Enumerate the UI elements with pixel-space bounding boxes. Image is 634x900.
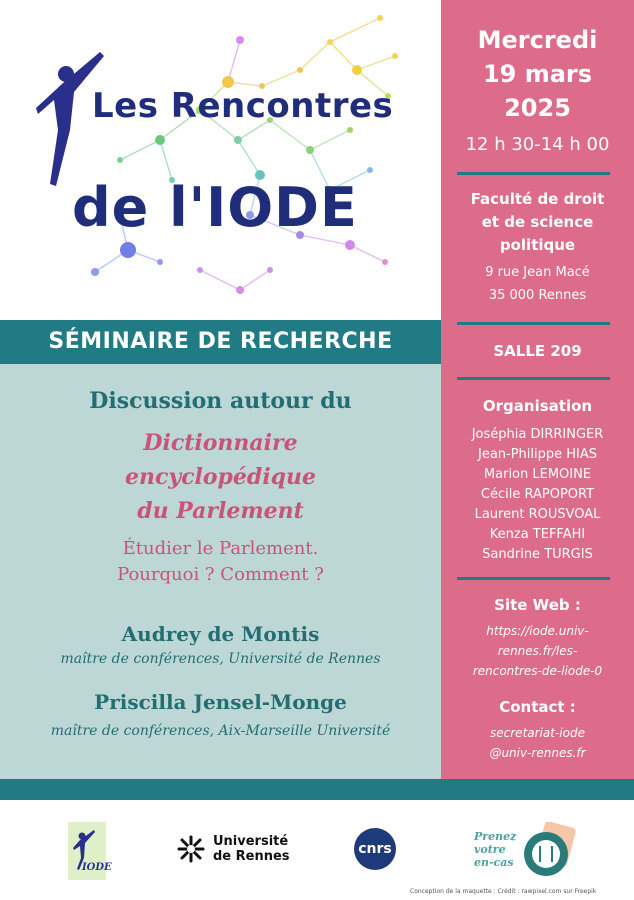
logo-title-line2: de l'IODE bbox=[72, 176, 358, 239]
organiser-name: Kenza TEFFAHI bbox=[489, 527, 586, 542]
iode-logo bbox=[68, 822, 112, 880]
event-time: 12 h 30-14 h 00 bbox=[465, 134, 610, 155]
contact-email-line1[interactable]: secretariat-iode bbox=[490, 726, 585, 740]
subtitle-line2: Pourquoi ? Comment ? bbox=[117, 564, 324, 585]
univ-rennes-line2: de Rennes bbox=[213, 849, 290, 864]
book-title-line2: encyclopédique bbox=[124, 464, 317, 490]
event-day: Mercredi bbox=[477, 26, 598, 54]
intro-text: Discussion autour du bbox=[89, 388, 352, 414]
event-info-column bbox=[441, 0, 634, 779]
organiser-name: Sandrine TURGIS bbox=[482, 547, 593, 562]
book-title-line1: Dictionnaire bbox=[143, 430, 298, 456]
repas-line1: Prenez bbox=[474, 830, 517, 843]
website-url-line3[interactable]: rencontres-de-liode-0 bbox=[472, 664, 603, 678]
separator bbox=[457, 322, 610, 325]
speaker-role: maître de conférences, Aix-Marseille Université bbox=[50, 723, 391, 739]
bottom-band bbox=[0, 779, 634, 800]
address-line1: 9 rue Jean Macé bbox=[485, 265, 590, 280]
univ-rennes-line1: Université bbox=[213, 834, 289, 849]
organiser-name: Cécile RAPOPORT bbox=[480, 487, 595, 502]
logo-title-line1: Les Rencontres bbox=[92, 86, 394, 126]
website-url-line2[interactable]: rennes.fr/les- bbox=[497, 644, 578, 658]
logo-area bbox=[0, 0, 441, 320]
book-title-line3: du Parlement bbox=[137, 498, 304, 524]
univ-rennes-icon bbox=[176, 834, 206, 864]
organiser-name: Laurent ROUSVOAL bbox=[474, 507, 601, 522]
venue-line1: Faculté de droit bbox=[470, 190, 605, 208]
repas-text bbox=[474, 830, 516, 869]
speaker-role: maître de conférences, Université de Rennes bbox=[60, 651, 381, 667]
website-heading: Site Web : bbox=[494, 596, 581, 614]
address-line2: 35 000 Rennes bbox=[488, 288, 587, 303]
subtitle-line1: Étudier le Parlement. bbox=[122, 538, 319, 559]
venue-line3: politique bbox=[499, 236, 576, 254]
repas-line2: votre bbox=[474, 843, 506, 856]
cnrs-logo: cnrs bbox=[354, 828, 396, 870]
organiser-name: Jean-Philippe HIAS bbox=[477, 447, 598, 462]
organiser-name: Joséphia DIRRINGER bbox=[471, 427, 604, 442]
venue-line2: et de science bbox=[481, 213, 594, 231]
organiser-name: Marion LEMOINE bbox=[483, 467, 592, 482]
univ-rennes-text bbox=[213, 834, 290, 864]
footer-logos bbox=[0, 800, 634, 900]
website-url-line1[interactable]: https://iode.univ- bbox=[486, 624, 589, 638]
organisation-heading: Organisation bbox=[482, 397, 593, 415]
plate-icon bbox=[518, 822, 576, 880]
seminar-band: SÉMINAIRE DE RECHERCHE bbox=[0, 320, 441, 364]
speaker-name: Audrey de Montis bbox=[121, 622, 320, 646]
credit-text: Conception de la maquette : Crédit : rawpixel.com sur Freepik bbox=[410, 888, 597, 895]
event-date: 19 mars bbox=[482, 60, 593, 88]
event-year: 2025 bbox=[504, 94, 571, 122]
contact-heading: Contact : bbox=[499, 698, 576, 716]
contact-email-line2[interactable]: @univ-rennes.fr bbox=[489, 746, 586, 760]
main-panel bbox=[0, 364, 441, 779]
iode-logo-text: IODE bbox=[82, 862, 112, 873]
separator bbox=[457, 577, 610, 580]
repas-line3: en-cas bbox=[474, 856, 514, 869]
speaker-name: Priscilla Jensel-Monge bbox=[94, 690, 347, 714]
room: SALLE 209 bbox=[493, 342, 582, 360]
separator bbox=[457, 172, 610, 175]
separator bbox=[457, 377, 610, 380]
molecule-network-graphic bbox=[0, 0, 441, 320]
